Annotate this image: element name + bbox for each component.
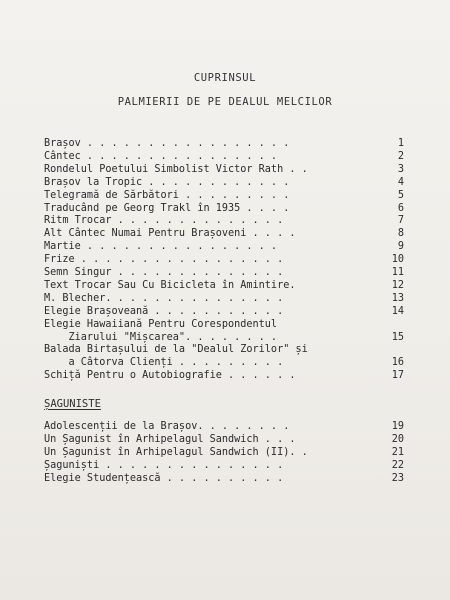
toc-entry-title: Rondelul Poetului Simbolist Victor Rath . . [44,163,308,175]
toc-entry-title: Ziarului "Mișcarea". . . . . . . . [44,331,278,343]
toc-entry [44,163,404,176]
toc-entry-title: Elegie Studențească . . . . . . . . . . [44,472,284,484]
toc-entry-title: M. Blecher. . . . . . . . . . . . . . . [44,292,284,304]
toc-page-number: 2 [397,150,404,162]
toc-entry-title: Frize . . . . . . . . . . . . . . . . . [44,254,284,266]
toc-entry [44,253,404,266]
toc-page-number: 13 [391,292,404,304]
toc-page-number: 10 [391,254,404,266]
toc-entry [44,420,404,433]
toc-entry-title: Martie . . . . . . . . . . . . . . . . [44,241,278,253]
toc-entry-title: Brașov . . . . . . . . . . . . . . . . . [44,138,290,149]
toc-page-number: 8 [397,228,404,240]
section-heading-saguniste: ȘAGUNISTE [44,398,101,410]
toc-entry-title: a Câtorva Clienți . . . . . . . . . [44,357,284,369]
toc-entry [44,446,404,459]
toc-entry [44,176,404,189]
toc-entry [44,292,404,305]
toc-entry [44,305,404,318]
toc-page-number: 11 [391,267,404,278]
toc-page-number: 17 [391,370,404,382]
toc-entry [44,472,404,485]
toc-entry [44,189,404,202]
toc-page-number: 12 [391,279,404,291]
toc-entry [44,227,404,240]
toc-entry-title: Șaguniști . . . . . . . . . . . . . . . [44,459,284,471]
toc-page-number: 19 [391,421,404,432]
toc-page-number: 6 [397,202,404,214]
toc-entry [44,433,404,446]
toc-page-number: 4 [397,176,404,188]
toc-entry-title: Telegramă de Sărbători . . . . . . . . . [44,189,290,201]
toc-entry [44,240,404,253]
toc-entry [44,214,404,227]
toc-entry [44,369,404,382]
toc-entry [44,343,404,356]
toc-entry-title: Balada Birtașului de la "Dealul Zorilor" și [44,344,308,356]
toc-page-number: 20 [391,433,404,445]
contents-title: CUPRINSUL [193,72,257,84]
toc-entry-title: Brașov la Tropic . . . . . . . . . . . . [44,176,290,188]
toc-entry-title: Text Trocar Sau Cu Bicicleta în Amintire. [44,279,296,291]
toc-page-number: 22 [391,459,404,471]
toc-entry-title: Ritm Trocar . . . . . . . . . . . . . . [44,215,284,227]
toc-entry-title: Elegie Brașoveană . . . . . . . . . . . [44,305,284,317]
toc-entry-title: Schiță Pentru o Autobiografie . . . . . . [44,370,296,382]
toc-page-number: 9 [397,241,404,253]
toc-page-number: 7 [397,215,404,227]
toc-entry [44,150,404,163]
toc-entry-title: Un Șagunist în Arhipelagul Sandwich . . . [44,433,296,445]
toc-entry-title: Cântec . . . . . . . . . . . . . . . . [44,150,278,162]
toc-page-number: 15 [391,331,404,343]
toc-entry-title: Un Șagunist în Arhipelagul Sandwich (II). . [44,446,308,458]
toc-entry-title: Elegie Hawaiiană Pentru Corespondentul [44,318,278,330]
toc-entry [44,202,404,215]
toc-entry-title: Traducând pe Georg Trakl în 1935 . . . . [44,202,290,214]
toc-page-number: 5 [397,189,404,201]
toc-entry [44,318,404,331]
toc-entry-title: Alt Cântec Numai Pentru Brașoveni . . . . [44,228,296,240]
toc-entry [44,459,404,472]
toc-entry-title: Semn Singur . . . . . . . . . . . . . . [44,267,284,278]
toc-entry [44,137,404,150]
toc-page-number: 1 [397,138,404,149]
toc-page-number: 23 [391,472,404,484]
toc-page-number: 21 [391,446,404,458]
toc-page-number: 14 [391,305,404,317]
toc-entry [44,356,404,369]
toc-entry [44,279,404,292]
toc-entry-title: Adolescenții de la Brașov. . . . . . . . [44,421,290,432]
toc-page-number: 3 [397,163,404,175]
section-title-palmierii: PALMIERII DE PE DEALUL MELCILOR [117,96,333,108]
toc-entry [44,266,404,279]
toc-page-number: 16 [391,357,404,369]
toc-entry [44,331,404,344]
